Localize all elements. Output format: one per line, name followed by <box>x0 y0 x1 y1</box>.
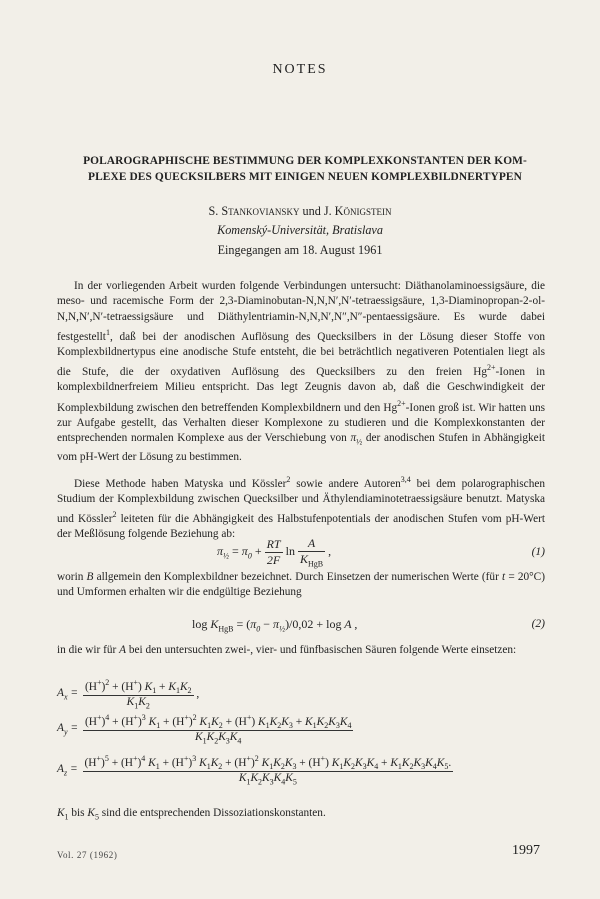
equation-number-1: (1) <box>531 546 545 558</box>
paragraph-2: Diese Methode haben Matyska und Kössler$^2$ sowie andere Autoren$^{3,4}$ bei dem polarographischen Studium der Komplexbildung zwischen Quecksilber und Äthylendiaminotetraessigsäure benutzt. Matyska und Kössler$^2$ leiteten für die Abhängigkeit des Halbstufenpotentials der anodischen Stufen vom pH-Wert der Meßlösung folgende Beziehung ab: <box>57 475 546 541</box>
article-title <box>60 153 550 185</box>
authors <box>0 204 600 219</box>
equation-1: $\pi_{\frac{1}{2}} = \pi_0$ + $\frac{RT}{2F}$ ln $\frac{A}{K_{HgB}}$ , (1) <box>217 536 545 569</box>
author-join: und <box>299 204 324 218</box>
paragraph-5: $K_1$ bis $K_5$ sind die entsprechenden Dissoziationskonstanten. <box>57 807 326 822</box>
received-date: Eingegangen am 18. August 1961 <box>217 243 383 257</box>
equation-az: $A_z$ = $(H^+)^5 + (H^+)^4$ $K_1 + (H^+)^3$ $K_1K_2 + (H^+)^2$ $K_1K_2K_3 + (H^+) K_1K_2K_3K_4 + K_1K_2K_3K_4K_5$. $K_1K_2K_3K_4K_5$ <box>57 754 452 787</box>
equation-2: $\log K_{HgB} = (\pi_0 - \pi_{\frac{1}{2}})/0,02 + \log A$ , (2) <box>192 617 545 634</box>
title-line-1: POLAROGRAPHISCHE BESTIMMUNG DER KOMPLEXKONSTANTEN DER KOM- <box>83 155 527 167</box>
journal-volume: Vol. 27 (1962) <box>57 850 118 860</box>
page-number: 1997 <box>512 843 540 858</box>
equation-ay: $A_y$ = $\frac{(H^+)^4 + (H^+)^3 K_1 + (H^+)^2 K_1K_2 + (H^+) K_1K_2K_3 + K_1K_2K_3K_4}{K_1K_2K_3K_4}$ <box>57 713 352 746</box>
reference-1: 1 <box>105 327 110 337</box>
author-1: S. Stankoviansky <box>208 204 300 218</box>
section-heading: NOTES <box>272 62 328 77</box>
paragraph-3: worin B allgemein den Komplexbildner bezeichnet. Durch Einsetzen der numerischen Werte (für t = 20°C) und Umformen erhalten wir die endgültige Beziehung <box>57 571 545 599</box>
author-2: J. Königstein <box>323 204 392 218</box>
equation-number-2: (2) <box>531 618 545 630</box>
paragraph-4: in die wir für A bei den untersuchten zwei-, vier- und fünfbasischen Säuren folgende Werte einsetzen: <box>57 644 517 656</box>
paragraph-1: In der vorliegenden Arbeit wurden folgende Verbindungen untersucht: Diäthanolaminoessigsäure, die meso- und racemische Form der 2,3-Diaminobutan-N,N,N′,N′-tetraessigsäure, 1,3-Diaminopropan-2-ol-N,N,N′,N′-tetraessigsäure und Diäthylentriamin-N,N,N′,N″,N″-pentaessigsäure. Es wurde dabei festgestellt$^1$, daß bei der anodischen Auflösung des Quecksilbers in der Lösung dieser Stoffe von Komplexbildnertypus eine anodische Stufe entsteht, die bei beträchtlich negativeren Potentialen liegt als die Stufe, die der oxydativen Auflösung des Quecksilbers zu den freien $Hg^{2+}$-Ionen in komplexbildnerfreiem Milieu entspricht. Das legt Zeugnis davon ab, daß die Geschwindigkeit der Komplexbildung zwischen den betreffenden Komplexbildnern und den $Hg^{2+}$-Ionen groß ist. Wir hatten uns zur Aufgabe gestellt, das Verhalten dieser Komplexone zu studieren und die Komplexkonstanten der entsprechenden normalen Komplexe aus der Verschiebung von $\pi_{\frac{1}{2}}$ der anodischen Stufen in Abhängigkeit vom pH-Wert der Lösung zu bestimmen. <box>57 280 545 463</box>
title-line-2: PLEXE DES QUECKSILBERS MIT EINIGEN NEUEN KOMPLEXBILDNERTYPEN <box>88 171 522 183</box>
affiliation: Komenský-Universität, Bratislava <box>217 223 383 237</box>
equation-ax: $A_x$ = $\frac{(H^+)^2 + (H^+) K_1 + K_1K_2}{K_1K_2}$ , <box>57 678 200 711</box>
